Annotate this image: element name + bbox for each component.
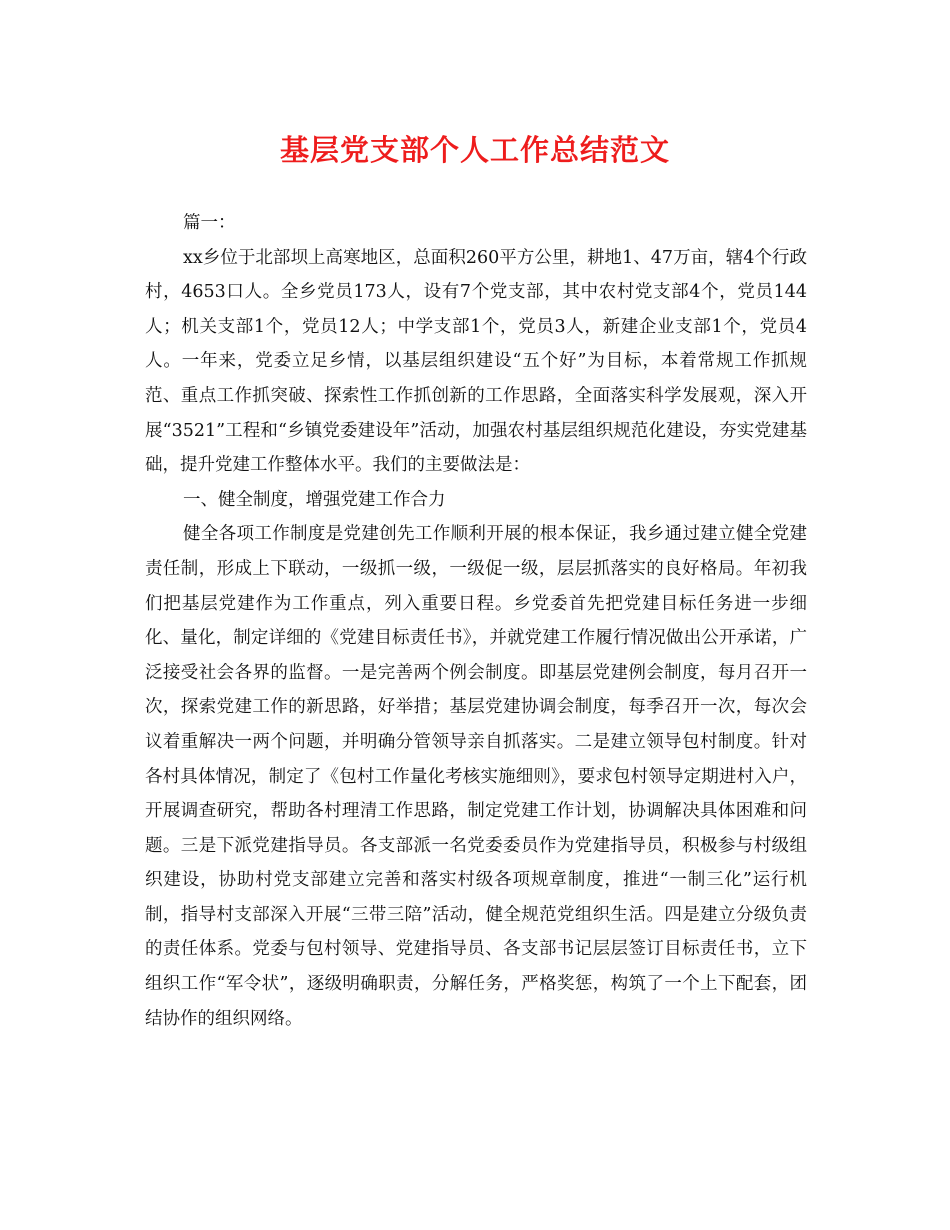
paragraph-overview: xx乡位于北部坝上高寒地区，总面积260平方公里，耕地1、47万亩，辖4个行政村，4653口人。全乡党员173人，设有7个党支部，其中农村党支部4个，党员144人；机关支部1个，党员12人；中学支部1个，党员3人，新建企业支部1个，党员4人。一年来，党委立足乡情，以基层组织建设“五个好”为目标，本着常规工作抓规范、重点工作抓突破、探索性工作抓创新的工作思路，全面落实科学发展观，深入开展“3521”工程和“乡镇党委建设年”活动，加强农村基层组织规范化建设，夯实党建基础，提升党建工作整体水平。我们的主要做法是：: [145, 247, 807, 476]
document-body: [145, 206, 807, 1036]
paragraph-heading-1: 一、健全制度，增强党建工作合力: [183, 489, 446, 510]
paragraph-system-building: 健全各项工作制度是党建创先工作顺利开展的根本保证，我乡通过建立健全党建责任制，形成上下联动，一级抓一级，一级促一级，层层抓落实的良好格局。年初我们把基层党建作为工作重点，列入重要日程。乡党委首先把党建目标任务进一步细化、量化，制定详细的《党建目标责任书》，并就党建工作履行情况做出公开承诺，广泛接受社会各界的监督。一是完善两个例会制度。即基层党建例会制度，每月召开一次，探索党建工作的新思路，好举措；基层党建协调会制度，每季召开一次，每次会议着重解决一两个问题，并明确分管领导亲自抓落实。二是建立领导包村制度。针对各村具体情况，制定了《包村工作量化考核实施细则》，要求包村领导定期进村入户，开展调查研究，帮助各村理清工作思路，制定党建工作计划，协调解决具体困难和问题。三是下派党建指导员。各支部派一名党委委员作为党建指导员，积极参与村级组织建设，协助村党支部建立完善和落实村级各项规章制度，推进“一制三化”运行机制，指导村支部深入开展“三带三陪”活动，健全规范党组织生活。四是建立分级负责的责任体系。党委与包村领导、党建指导员、各支部书记层层签订目标责任书，立下组织工作“军令状”，逐级明确职责，分解任务，严格奖惩，构筑了一个上下配套，团结协作的组织网络。: [145, 524, 807, 1029]
paragraph-section-label: 篇一：: [183, 213, 236, 233]
document-title: 基层党支部个人工作总结范文: [279, 133, 670, 167]
